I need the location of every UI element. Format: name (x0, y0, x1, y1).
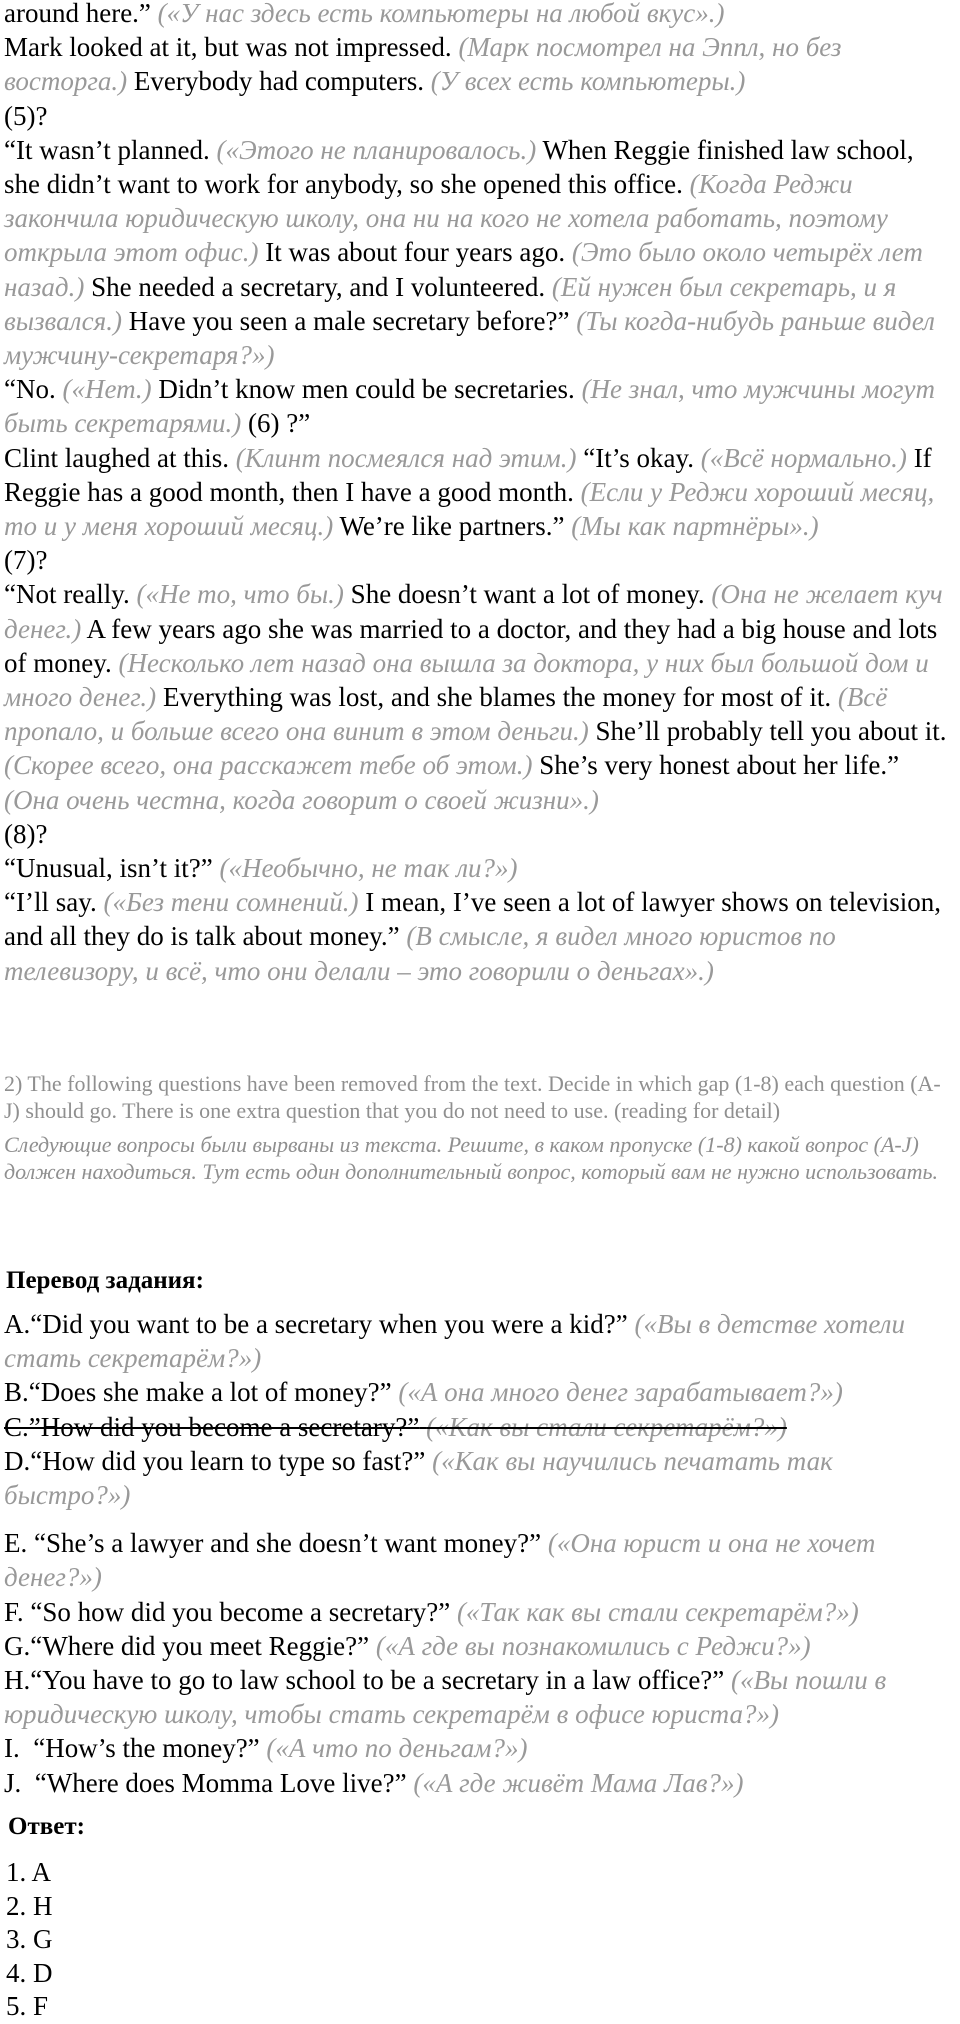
option-english: H.“You have to go to law school to be a secretary in a law office?” (4, 1665, 725, 1696)
option-russian: («Вы в детстве хотели стать секретарём?») (4, 1309, 905, 1374)
answer-item: 5. F (6, 1991, 49, 2021)
option-english: B.“Does she make a lot of money?” (4, 1377, 392, 1408)
gap-marker: (6) ?” (248, 408, 311, 439)
english-text: A few years ago she was married to a doctor, and they had a big house and lots of money. (4, 613, 938, 678)
translation-heading: Перевод задания: (6, 1267, 204, 1294)
english-text: Have you seen a male secretary before?” (128, 305, 570, 336)
english-text: Mark looked at it, but was not impressed. (4, 32, 452, 63)
russian-translation: (Мы как партнёры».) (571, 511, 819, 542)
answer-heading: Ответ: (8, 1813, 85, 1840)
option-item (4, 1766, 954, 1800)
russian-translation: («Не то, что бы.) (136, 579, 344, 610)
russian-translation: (Марк посмотрел на Эппл, но без восторга.) (4, 32, 842, 97)
russian-translation: («Необычно, не так ли?») (219, 853, 518, 884)
russian-translation: (Она не желает куч денег.) (4, 579, 943, 644)
english-text: around here.” (4, 0, 151, 28)
story-paragraph (4, 0, 954, 30)
english-text: She doesn’t want a lot of money. (350, 579, 705, 610)
answer-item: 2. H (6, 1890, 53, 1921)
english-text: Everybody had computers. (133, 66, 425, 97)
option-english: C.”How did you become a secretary?” (4, 1411, 420, 1442)
russian-translation: (У всех есть компьютеры.) (430, 66, 746, 97)
russian-translation: («Этого не планировалось.) (216, 134, 537, 165)
option-item (4, 1444, 954, 1512)
gap-marker: (7)? (4, 545, 48, 576)
question-options (4, 1307, 954, 1800)
russian-translation: (Она очень честна, когда говорит о своей жизни».) (4, 784, 599, 815)
option-item (4, 1595, 954, 1629)
option-item (4, 1307, 954, 1375)
option-english: I. “How’s the money?” (4, 1733, 260, 1764)
russian-translation: (Несколько лет назад она вышла за доктора, у них был большой дом и много денег.) (4, 647, 929, 713)
option-russian: («Как вы стали секретарём?») (426, 1411, 787, 1442)
option-english: E. “She’s a lawyer and she doesn’t want money?” (4, 1528, 542, 1559)
english-text: Didn’t know men could be secretaries. (158, 374, 575, 405)
russian-translation: (Всё пропало, и больше всего она винит в этом деньги.) (4, 682, 888, 747)
russian-translation: (Когда Реджи закончила юридическую школу, она ни на кого не хотела работать, поэтому открыла этот офис.) (4, 169, 888, 268)
english-text: “No. (4, 374, 56, 405)
russian-translation: («Всё нормально.) (700, 442, 907, 473)
option-item (4, 1731, 954, 1765)
task-instructions (4, 1071, 954, 1185)
option-item (4, 1526, 954, 1594)
answer-item: 3. G (6, 1924, 53, 1954)
english-text: “I’ll say. (4, 887, 97, 918)
option-russian: («А она много денег зарабатывает?») (398, 1377, 843, 1408)
english-text: Clint laughed at this. (4, 442, 229, 473)
option-english: G.“Where did you meet Reggie?” (4, 1630, 370, 1661)
story-paragraph (4, 851, 954, 885)
russian-translation: (Не знал, что мужчины могут быть секретарями.) (4, 374, 935, 439)
russian-translation: (Клинт посмеялся над этим.) (235, 442, 577, 473)
russian-translation: (Ты когда-нибудь раньше видел мужчину-секретаря?») (4, 305, 935, 371)
english-text: We’re like partners.” (339, 511, 565, 542)
russian-translation: (Если у Реджи хороший месяц, то и у меня хороший месяц.) (4, 476, 935, 542)
option-russian: («Она юрист и она не хочет денег?») (4, 1528, 876, 1593)
russian-translation: (Это было около четырёх лет назад.) (4, 237, 923, 302)
option-russian: («А что по деньгам?») (266, 1733, 528, 1764)
option-english: J. “Where does Momma Love live?” (4, 1767, 407, 1798)
english-text: “Not really. (4, 579, 130, 610)
english-text: “It wasn’t planned. (4, 134, 210, 165)
answer-list (6, 1856, 53, 2024)
gap-marker: (5)? (4, 100, 48, 131)
english-text: I mean, I’ve seen a lot of lawyer shows on television, and all they do is talk about money.” (4, 887, 942, 952)
story-paragraph (4, 372, 954, 440)
english-text: If Reggie has a good month, then I have a good month. (4, 442, 932, 507)
story-paragraph (4, 885, 954, 988)
option-item-crossed-out (4, 1410, 954, 1444)
instruction-english: 2) The following questions have been removed from the text. Decide in which gap (1-8) each question (A-J) should go. There is one extra question that you do not need to use. (reading for detail) (4, 1071, 941, 1123)
english-text: She needed a secretary, and I volunteered. (91, 271, 546, 302)
story-paragraph (4, 133, 954, 372)
option-russian: («А где вы познакомились с Реджи?») (375, 1630, 811, 1661)
russian-translation: («У нас здесь есть компьютеры на любой вкус».) (157, 0, 725, 28)
option-english: D.“How did you learn to type so fast?” (4, 1445, 426, 1476)
option-russian: («Как вы научились печатать так быстро?») (4, 1445, 833, 1511)
story-paragraph (4, 577, 954, 816)
option-item (4, 1663, 954, 1731)
russian-translation: (Скорее всего, она расскажет тебе об этом.) (4, 750, 533, 781)
story-paragraph (4, 441, 954, 544)
english-text: She’s very honest about her life.” (539, 750, 900, 781)
story-text (4, 0, 954, 988)
answer-item: 4. D (6, 1957, 53, 1988)
answer-item: 1. A (6, 1857, 52, 1887)
english-text: “Unusual, isn’t it?” (4, 853, 213, 884)
english-text: It was about four years ago. (265, 237, 566, 268)
option-item (4, 1629, 954, 1663)
english-text: Everything was lost, and she blames the money for most of it. (162, 682, 832, 713)
option-english: A.“Did you want to be a secretary when you were a kid?” (4, 1309, 628, 1339)
option-russian: («Так как вы стали секретарём?») (456, 1596, 859, 1627)
russian-translation: (В смысле, я видел много юристов по телевизору, и всё, что они делали – это говорили о деньгах».) (4, 921, 836, 986)
english-text: She’ll probably tell you about it. (595, 716, 947, 747)
english-text: “It’s okay. (583, 442, 694, 473)
russian-translation: («Без тени сомнений.) (103, 887, 359, 918)
story-paragraph (4, 30, 954, 98)
option-english: F. “So how did you become a secretary?” (4, 1596, 451, 1627)
instruction-russian: Следующие вопросы были вырваны из текста. Решите, в каком пропуске (1-8) какой вопрос (A-J) должен находиться. Тут есть один дополнительный вопрос, который вам не нужно использовать. (4, 1132, 939, 1184)
russian-translation: (Ей нужен был секретарь, и я вызвался.) (4, 271, 897, 336)
option-russian: («А где живёт Мама Лав?») (413, 1767, 744, 1798)
gap-marker: (8)? (4, 818, 48, 849)
option-russian: («Вы пошли в юридическую школу, чтобы стать секретарём в офисе юриста?») (4, 1665, 887, 1730)
russian-translation: («Нет.) (62, 374, 152, 405)
english-text: When Reggie finished law school, she didn’t want to work for anybody, so she opened this office. (4, 134, 914, 200)
option-item (4, 1375, 954, 1409)
